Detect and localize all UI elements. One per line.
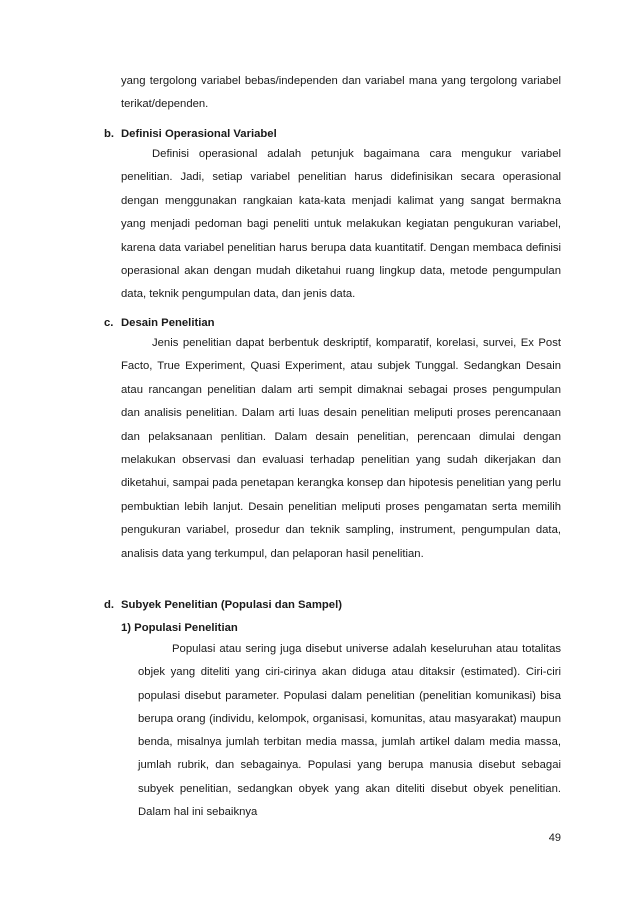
intro-paragraph: yang tergolong variabel bebas/independen dan variabel mana yang tergolong variabel terikat/dependen.: [121, 75, 561, 111]
section-d-title: Subyek Penelitian (Populasi dan Sampel): [121, 599, 342, 611]
section-c-body: Jenis penelitian dapat berbentuk deskriptif, komparatif, korelasi, survei, Ex Post Facto, True Experiment, Quasi Experiment, atau subjek Tunggal. Sedangkan Desain atau rancangan penelitian dalam arti sempit dimaknai sebagai proses pengumpulan dan analisis penelitian. Dalam arti luas desain penelitian meliputi proses perencanaan dan pelaksanaan penlitian. Dalam desain penelitian, perencaan dimulai dengan melakukan observasi dan evaluasi terhadap penelitian yang sudah dikerjakan dan diketahui, sampai pada penetapan kerangka konsep dan hipotesis penelitian yang perlu pembuktian lebih lanjut. Desain penelitian meliputi proses pengamatan serta memilih pengukuran variabel, prosedur dan teknik sampling, instrument, pengumpulan data, analisis data yang terkumpul, dan pelaporan hasil penelitian.: [121, 337, 561, 560]
subsection-1-heading: 1) Populasi Penelitian: [121, 622, 238, 634]
section-b-body: Definisi operasional adalah petunjuk bagaimana cara mengukur variabel penelitian. Jadi, setiap variabel penelitian harus didefinisikan secara operasional dengan menggunakan rangkaian kata-kata menjadi kalimat yang sangat bermakna yang menjadi pedoman bagi peneliti untuk melakukan kegiatan pengukuran variabel, karena data variabel penelitian harus berupa data kuantitatif. Dengan membaca definisi operasional akan dengan mudah diketahui ruang lingkup data, metode pengumpulan data, teknik pengumpulan data, dan jenis data.: [121, 148, 561, 301]
section-d-heading: [104, 597, 342, 613]
section-d-marker: d.: [104, 599, 115, 611]
section-b-title: Definisi Operasional Variabel: [121, 128, 277, 140]
subsection-1-body: Populasi atau sering juga disebut universe adalah keseluruhan atau totalitas objek yang diteliti yang ciri-cirinya akan diduga atau ditaksir (estimated). Ciri-ciri populasi disebut parameter. Populasi dalam penelitian (penelitian komunikasi) bisa berupa orang (individu, kelompok, organisasi, komunitas, atau masyarakat) maupun benda, misalnya jumlah terbitan media massa, jumlah artikel dalam media massa, jumlah rubrik, dan sebagainya. Populasi yang berupa manusia disebut sebagai subyek penelitian, sedangkan obyek yang akan diteliti disebut obyek penelitian. Dalam hal ini sebaiknya: [138, 643, 561, 819]
section-b-marker: b.: [104, 128, 115, 140]
section-c-heading: [104, 315, 215, 331]
section-b-heading: [104, 126, 277, 142]
section-c-marker: c.: [104, 317, 114, 329]
page-number: 49: [548, 832, 561, 844]
section-c-title: Desain Penelitian: [121, 317, 215, 329]
